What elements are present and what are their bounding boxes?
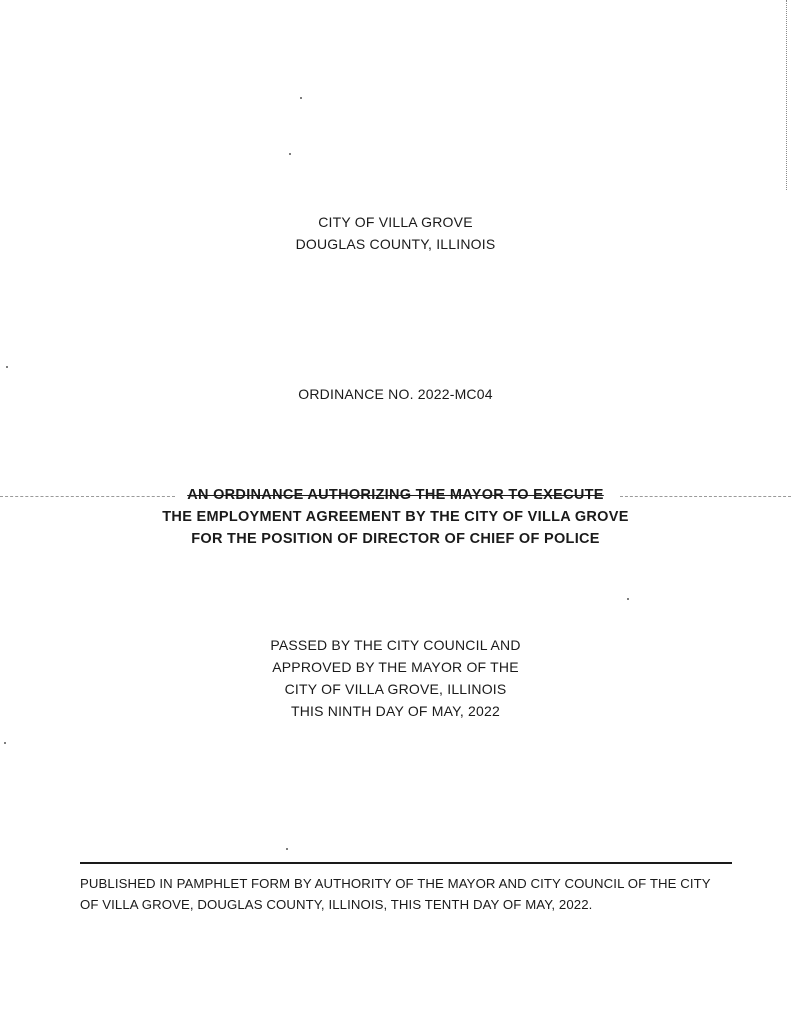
scan-speck (627, 598, 629, 600)
city-header (0, 211, 791, 255)
ordinance-title-line-3: FOR THE POSITION OF DIRECTOR OF CHIEF OF POLICE (191, 531, 600, 547)
scan-speck (286, 848, 288, 850)
city-name: CITY OF VILLA GROVE (318, 214, 473, 230)
scan-speck (289, 153, 291, 155)
ordinance-title-line-1: AN ORDINANCE AUTHORIZING THE MAYOR TO EXECUTE (187, 487, 604, 503)
ordinance-number (0, 383, 791, 405)
horizontal-rule (80, 862, 732, 864)
scan-speck (6, 366, 8, 368)
passed-line-3: CITY OF VILLA GROVE, ILLINOIS (284, 681, 507, 697)
passed-line-1: PASSED BY THE CITY COUNCIL AND (270, 637, 521, 653)
passed-line-2: APPROVED BY THE MAYOR OF THE (272, 659, 519, 675)
ordinance-title-line-2: THE EMPLOYMENT AGREEMENT BY THE CITY OF VILLA GROVE (162, 509, 629, 525)
scan-edge-marks (786, 0, 789, 190)
passed-approved-block (0, 634, 791, 722)
ordinance-number-text: ORDINANCE NO. 2022-MC04 (298, 386, 493, 402)
publication-line-1: PUBLISHED IN PAMPHLET FORM BY AUTHORITY OF THE MAYOR AND CITY COUNCIL OF THE CITY (80, 876, 711, 891)
publication-notice (80, 873, 740, 915)
publication-line-2: OF VILLA GROVE, DOUGLAS COUNTY, ILLINOIS, THIS TENTH DAY OF MAY, 2022. (80, 897, 593, 912)
ordinance-title (0, 484, 791, 550)
passed-line-4: THIS NINTH DAY OF MAY, 2022 (291, 703, 500, 719)
scan-speck (300, 97, 302, 99)
county-state: DOUGLAS COUNTY, ILLINOIS (295, 236, 496, 252)
scan-speck (4, 742, 6, 744)
